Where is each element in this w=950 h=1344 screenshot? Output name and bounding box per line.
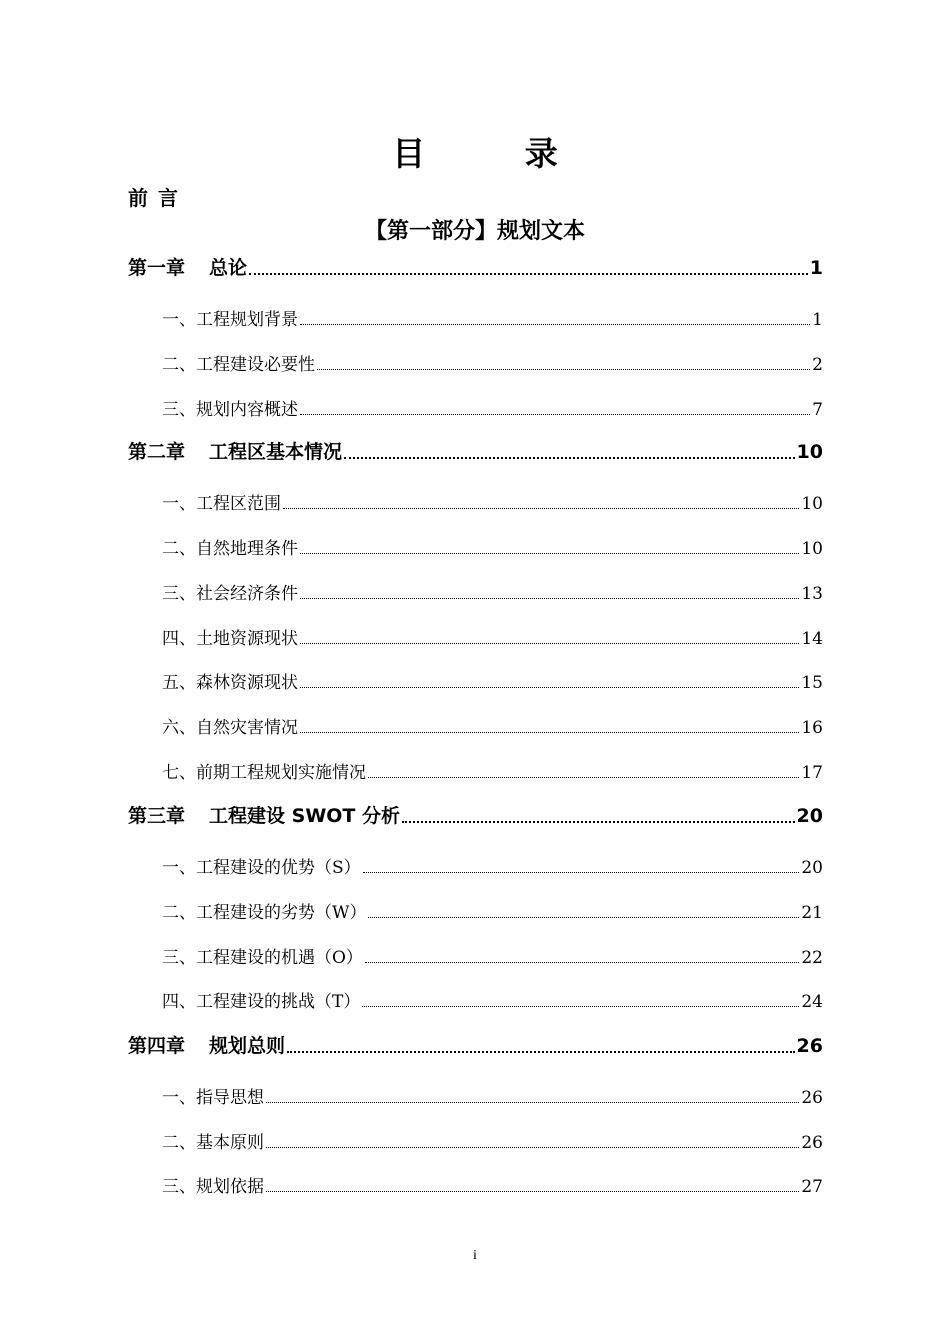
section-title: 一、工程区范围 [162, 494, 281, 514]
dot-leader [266, 1191, 799, 1192]
toc-section[interactable] [162, 668, 823, 693]
section-title: 一、工程规划背景 [162, 310, 298, 330]
section-title: 二、工程建设的劣势（W） [162, 903, 367, 923]
dot-leader [362, 1006, 799, 1007]
toc-section[interactable] [162, 534, 823, 559]
toc-section[interactable] [162, 1128, 823, 1153]
page-number: 20 [796, 805, 823, 827]
toc-section[interactable] [162, 1172, 823, 1197]
toc-chapter-2[interactable] [128, 437, 823, 464]
chapter-number: 第三章 [128, 805, 186, 827]
page-number: 15 [801, 673, 823, 693]
dot-leader [402, 821, 795, 823]
toc-chapter-4[interactable] [128, 1031, 823, 1058]
page-number: 27 [801, 1177, 823, 1197]
section-title: 二、自然地理条件 [162, 539, 298, 559]
dot-leader [368, 917, 799, 918]
dot-leader [365, 962, 799, 963]
page-number: 10 [796, 441, 823, 463]
toc-title: 目 录 [392, 134, 602, 173]
dot-leader [300, 643, 799, 644]
page-number: 16 [801, 718, 823, 738]
chapter-number: 第一章 [128, 257, 186, 279]
toc-section[interactable] [162, 943, 823, 968]
chapter-number: 第二章 [128, 441, 186, 463]
toc-section[interactable] [162, 624, 823, 649]
section-title: 七、前期工程规划实施情况 [162, 763, 366, 783]
dot-leader [344, 457, 795, 459]
section-title: 一、工程建设的优势（S） [162, 858, 361, 878]
section-title: 三、工程建设的机遇（O） [162, 948, 363, 968]
page-number: 21 [801, 903, 823, 923]
page-number: 13 [801, 584, 823, 604]
page-number: 22 [801, 948, 823, 968]
section-title: 三、规划依据 [162, 1177, 264, 1197]
preface-heading: 前言 [128, 186, 188, 210]
page-number: 1 [809, 257, 823, 279]
dot-leader [287, 1051, 795, 1053]
toc-section[interactable] [162, 853, 823, 878]
dot-leader [300, 324, 810, 325]
page-number: 2 [812, 355, 823, 375]
section-title: 六、自然灾害情况 [162, 718, 298, 738]
dot-leader [300, 553, 799, 554]
toc-section[interactable] [162, 395, 823, 420]
dot-leader [300, 732, 799, 733]
dot-leader [368, 777, 799, 778]
toc-section[interactable] [162, 350, 823, 375]
dot-leader [266, 1147, 799, 1148]
section-title: 四、土地资源现状 [162, 629, 298, 649]
page-number: 26 [801, 1088, 823, 1108]
page-number: 10 [801, 494, 823, 514]
page-number: 7 [812, 400, 823, 420]
page-number: 14 [801, 629, 823, 649]
section-title: 三、社会经济条件 [162, 584, 298, 604]
dot-leader [317, 369, 810, 370]
part-heading: 【第一部分】规划文本 [364, 219, 585, 244]
chapter-number: 第四章 [128, 1035, 186, 1057]
toc-chapter-3[interactable] [128, 801, 823, 828]
section-title: 三、规划内容概述 [162, 400, 298, 420]
page-number: 26 [796, 1035, 823, 1057]
toc-section[interactable] [162, 758, 823, 783]
toc-section[interactable] [162, 489, 823, 514]
dot-leader [249, 273, 808, 275]
dot-leader [283, 508, 799, 509]
dot-leader [266, 1102, 799, 1103]
page-number: 17 [801, 763, 823, 783]
section-title: 五、森林资源现状 [162, 673, 298, 693]
section-title: 四、工程建设的挑战（T） [162, 992, 361, 1012]
chapter-title: 工程建设 SWOT 分析 [209, 805, 400, 827]
toc-section[interactable] [162, 1083, 823, 1108]
page-number: 1 [812, 310, 823, 330]
dot-leader [300, 598, 799, 599]
page-number: 24 [801, 992, 823, 1012]
section-title: 二、基本原则 [162, 1133, 264, 1153]
toc-section[interactable] [162, 579, 823, 604]
chapter-title: 工程区基本情况 [209, 441, 343, 463]
section-title: 二、工程建设必要性 [162, 355, 315, 375]
chapter-title: 总论 [209, 257, 248, 279]
page-number: 20 [801, 858, 823, 878]
dot-leader [363, 872, 800, 873]
toc-section[interactable] [162, 898, 823, 923]
page-footer-number: i [473, 1248, 477, 1263]
dot-leader [300, 687, 799, 688]
page-number: 26 [801, 1133, 823, 1153]
toc-chapter-1[interactable] [128, 253, 823, 280]
dot-leader [300, 414, 810, 415]
toc-section[interactable] [162, 305, 823, 330]
page-number: 10 [801, 539, 823, 559]
section-title: 一、指导思想 [162, 1088, 264, 1108]
toc-section[interactable] [162, 713, 823, 738]
toc-section[interactable] [162, 987, 823, 1012]
chapter-title: 规划总则 [209, 1035, 286, 1057]
